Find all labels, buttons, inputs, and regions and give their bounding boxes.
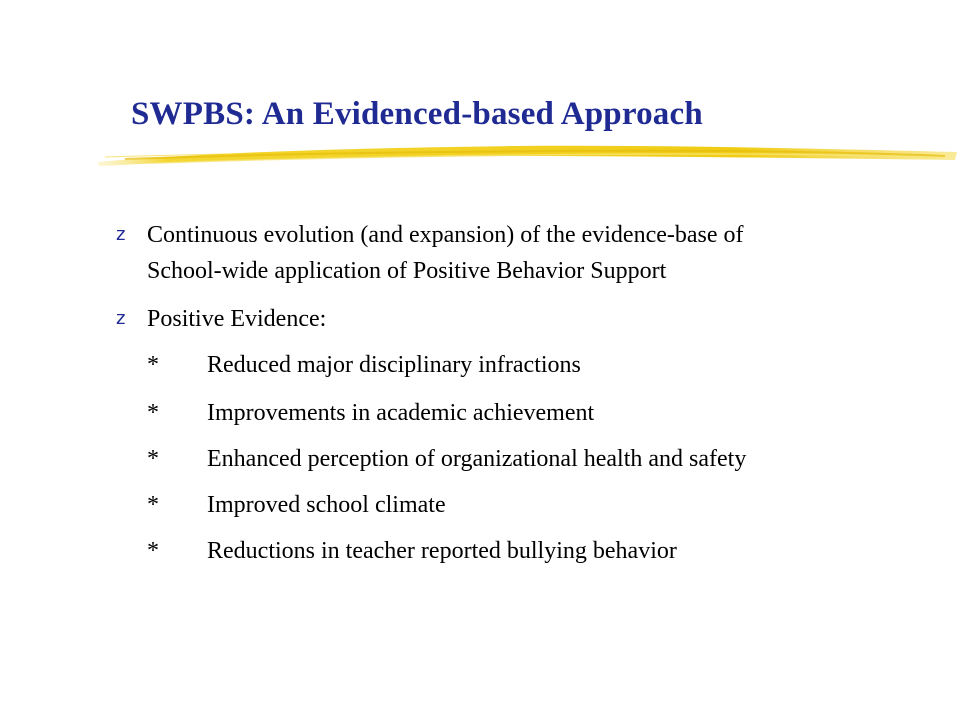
slide-title: SWPBS: An Evidenced-based Approach (131, 96, 703, 132)
z-bullet-icon: z (116, 308, 126, 329)
sub-list-text: Improved school climate (207, 492, 446, 518)
bullet-text: Positive Evidence: (147, 306, 327, 332)
sub-list-text: Enhanced perception of organizational health and safety (207, 446, 747, 472)
bullet-text: Continuous evolution (and expansion) of the evidence-base of (147, 222, 744, 248)
highlighter-stroke-decoration (95, 138, 960, 172)
z-bullet-icon: z (116, 224, 126, 245)
bullet-text: School-wide application of Positive Behavior Support (147, 258, 667, 284)
asterisk-marker: * (147, 538, 159, 564)
asterisk-marker: * (147, 446, 159, 472)
sub-list-text: Reductions in teacher reported bullying behavior (207, 538, 677, 564)
asterisk-marker: * (147, 400, 159, 426)
sub-list-text: Reduced major disciplinary infractions (207, 352, 581, 378)
asterisk-marker: * (147, 352, 159, 378)
sub-list-text: Improvements in academic achievement (207, 400, 595, 426)
asterisk-marker: * (147, 492, 159, 518)
